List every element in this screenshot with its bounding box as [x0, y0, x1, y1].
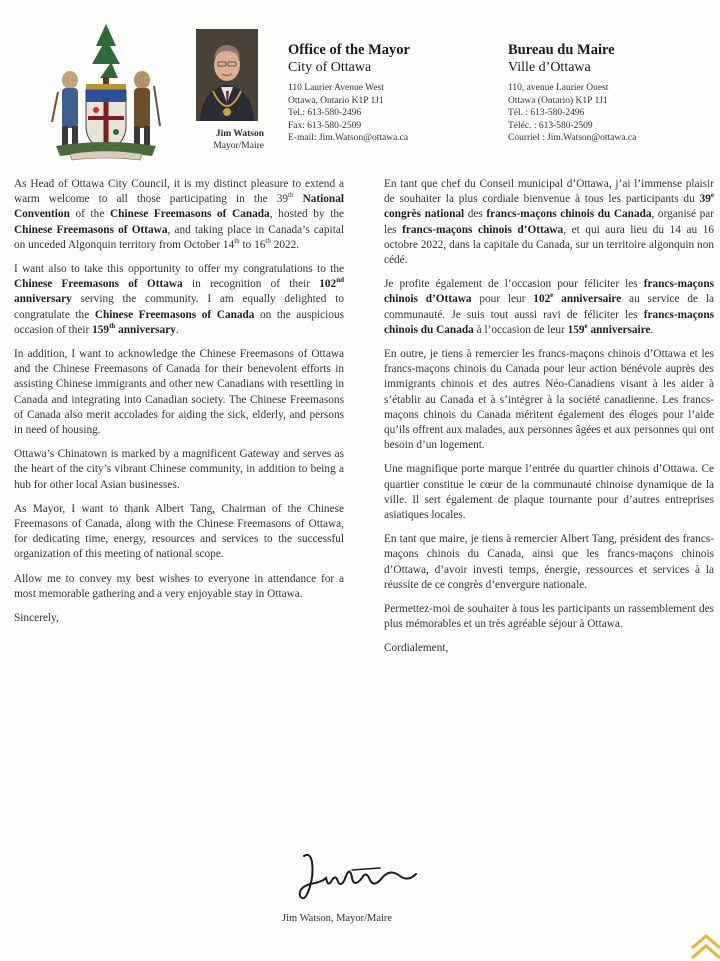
telephone-fr: Tél. : 613-580-2496: [508, 108, 585, 118]
chevron-up-icon[interactable]: [690, 928, 720, 961]
address-line-1-en: 110 Laurier Avenue West: [288, 83, 384, 93]
french-column: [384, 177, 714, 666]
en-closing: Sincerely,: [14, 612, 59, 625]
telephone-en: Tel.: 613-580-2496: [288, 108, 362, 118]
fr-closing: Cordialement,: [384, 642, 449, 655]
fax-en: Fax: 613-580-2509: [288, 120, 362, 131]
signer-name: Jim Watson, Mayor/Maire: [282, 913, 393, 924]
en-paragraph-3: In addition, I want to acknowledge the Chinese Freemasons of Ottawa and the Chinese Freemasons of Canada for their benevolent efforts in assisting Chinese immigrants and other new Canadians with resettling in Canada and integrating into Canadian society. The Chinese Freemasons of Canada also merit accolades for aiding the sick, elderly, and persons in need of housing.: [14, 348, 344, 437]
office-block-french: [508, 42, 636, 145]
fr-paragraph-5: En tant que maire, je tiens à remercier Albert Tang, président des francs-maçons chinois du Canada, ainsi que les francs-maçons chinois d’Ottawa, d’avoir investi temps, énergie, ressources et services à la réussite de ce congrès d’envergure nationale.: [384, 533, 714, 591]
en-paragraph-6: Allow me to convey my best wishes to everyone in attendance for a most memorable gathering and a very enjoyable stay in Ottawa.: [14, 572, 344, 600]
fr-paragraph-3: En outre, je tiens à remercier les francs-maçons chinois d’Ottawa et les francs-maçons chinois du Canada pour leur action bénévole auprès des immigrants chinois et des autres Néo-Canadiens visant à les aider à s’établir au Canada et à s’intégrer à la société canadienne. Les francs-maçons chinois du Canada méritent également des éloges pour l’aide qu’ils offrent aux malades, aux personnes âgées et aux personnes qui ont besoin d’un logement.: [384, 348, 714, 452]
mayor-title: Mayor/Maire: [213, 141, 264, 151]
fr-paragraph-6: Permettez-moi de souhaiter à tous les participants un rassemblement des plus mémorables et un très agréable séjour à Ottawa.: [384, 603, 714, 631]
address-line-2-fr: Ottawa (Ontario) K1P 1J1: [508, 95, 608, 106]
fr-paragraph-4: Une magnifique porte marque l’entrée du quartier chinois d’Ottawa. Ce quartier constitue le cœur de la communauté chinoise dynamique de la ville. Il sert également de plaque tournante pour d’autres entreprises asiatiques locales.: [384, 463, 714, 522]
address-line-1-fr: 110, avenue Laurier Ouest: [508, 83, 609, 93]
address-line-2-en: Ottawa, Ontario K1P 1J1: [288, 95, 384, 106]
office-block-english: [288, 42, 410, 145]
mayor-caption: [192, 128, 264, 152]
coat-of-arms-icon: [50, 22, 162, 162]
mayor-portrait: [196, 29, 258, 121]
mayor-name: Jim Watson: [215, 129, 264, 139]
email-en: E-mail: Jim.Watson@ottawa.ca: [288, 133, 409, 143]
en-paragraph-4: Ottawa’s Chinatown is marked by a magnificent Gateway and serves as the heart of the city’s vibrant Chinese community, in addition to being a hub for other local Asian businesses.: [14, 448, 344, 491]
fr-paragraph-1: En tant que chef du Conseil municipal d’Ottawa, j’ai l’immense plaisir de souhaiter la plus cordiale bienvenue à tous les participants du 39e congrès national des francs-maçons chinois du Canada, organisé par les francs-maçons chinois d’Ottawa, et qui aura lieu du 14 au 16 octobre 2022, dans la capitale du Canada, sur un territoire algonquin non cédé.: [384, 178, 714, 267]
en-paragraph-1: As Head of Ottawa City Council, it is my distinct pleasure to extend a warm welcome to all those participating in the 39th National Convention of the Chinese Freemasons of Canada, hosted by the Chinese Freemasons of Ottawa, and taking place in Canada’s capital on unceded Algonquin territory from October 14th to 16th 2022.: [14, 178, 344, 251]
letterhead: [0, 0, 720, 170]
office-title-fr: Bureau du Maire: [508, 42, 615, 58]
email-fr: Courriel : Jim.Watson@ottawa.ca: [508, 133, 637, 143]
city-name-fr: Ville d’Ottawa: [508, 60, 591, 75]
handwritten-signature: [292, 848, 422, 908]
en-paragraph-5: As Mayor, I want to thank Albert Tang, Chairman of the Chinese Freemasons of Canada, along with the Chinese Freemasons of Ottawa, for dedicating time, energy, resources and services to the successful organization of this meeting of national scope.: [14, 502, 344, 561]
fr-paragraph-2: Je profite également de l’occasion pour féliciter les francs-maçons chinois d’Ottawa pour leur 102e anniversaire au service de la communauté. Je suis tout aussi ravi de féliciter les francs-maçons chinois du Canada à l’occasion de leur 159e anniversaire.: [384, 278, 714, 336]
fax-fr: Téléc. : 613-580-2509: [508, 120, 593, 131]
office-title-en: Office of the Mayor: [288, 42, 410, 58]
en-paragraph-2: I want also to take this opportunity to offer my congratulations to the Chinese Freemasons of Ottawa in recognition of their 102nd anniversary serving the community. I am equally delighted to congratulate the Chinese Freemasons of Canada on the auspicious occasion of their 159th anniversary.: [14, 263, 344, 336]
city-name-en: City of Ottawa: [288, 60, 372, 75]
english-column: [14, 177, 344, 635]
